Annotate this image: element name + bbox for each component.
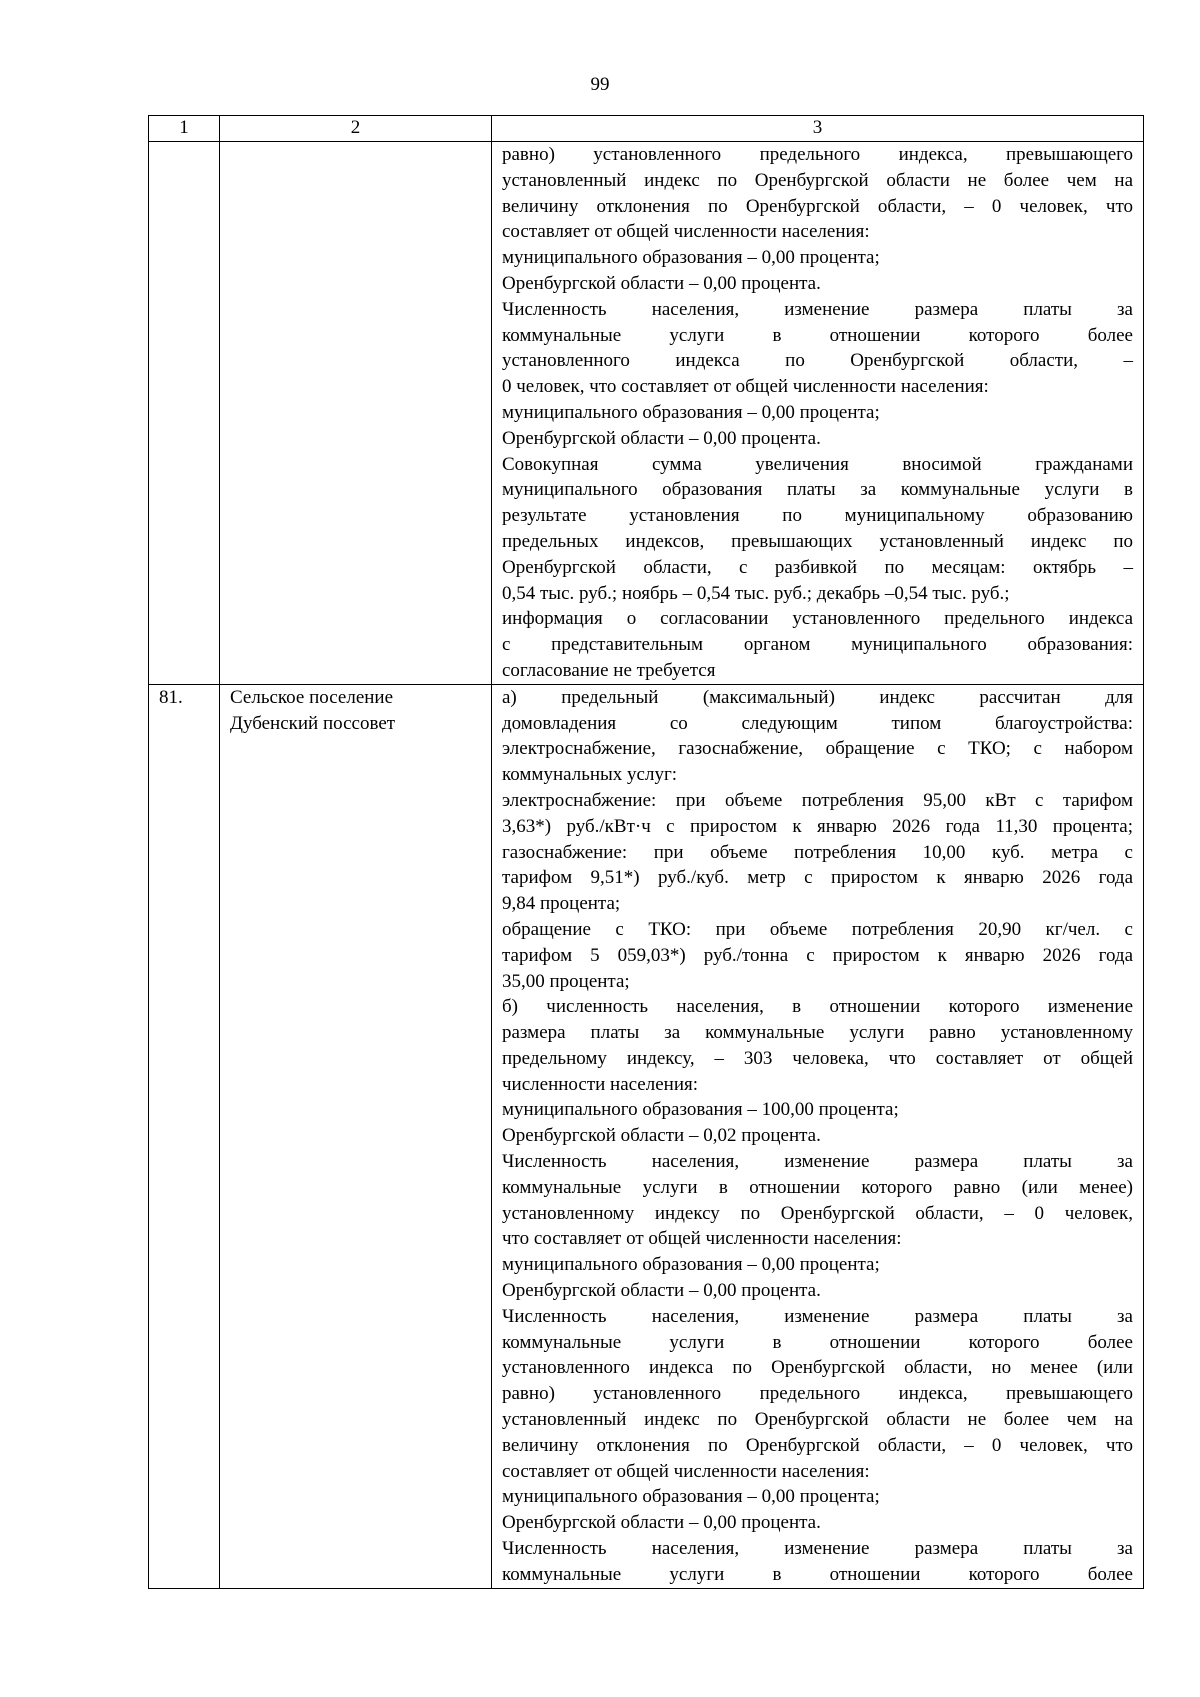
- text-line: коммунальные услуги в отношении которого более: [502, 1331, 1133, 1353]
- row-81-text-cell: [492, 684, 1144, 1588]
- text-line: 35,00 процента;: [502, 970, 630, 992]
- text-line: установленный индекс по Оренбургской области не более чем на: [502, 169, 1133, 191]
- row-number: 81.: [149, 684, 220, 1588]
- text-line: б) численность населения, в отношении которого изменение: [502, 996, 1133, 1018]
- text-line: составляет от общей численности населения:: [502, 1460, 870, 1482]
- text-line: электроснабжение: при объеме потребления 95,00 кВт с тарифом: [502, 789, 1133, 811]
- text-line: Численность населения, изменение размера платы за: [502, 1305, 1133, 1327]
- text-line: Совокупная сумма увеличения вносимой гражданами: [502, 453, 1133, 475]
- settlement-name-line-2: Дубенский поссовет: [230, 712, 396, 734]
- table-row-81: [149, 684, 1144, 1588]
- text-line: газоснабжение: при объеме потребления 10,00 куб. метра с: [502, 841, 1133, 863]
- continuation-number-cell: [149, 142, 220, 685]
- text-line: Оренбургской области – 0,00 процента.: [502, 1280, 821, 1302]
- text-line: равно) установленного предельного индекса, превышающего: [502, 1383, 1133, 1405]
- text-line: Оренбургской области – 0,02 процента.: [502, 1125, 821, 1147]
- page-number: 99: [590, 74, 610, 95]
- settlement-name-line-1: Сельское поселение: [230, 686, 394, 708]
- text-line: 3,63*) руб./кВт·ч с приростом к январю 2026 года 11,30 процента;: [502, 815, 1133, 837]
- text-line: 0,54 тыс. руб.; ноябрь – 0,54 тыс. руб.; декабрь –0,54 тыс. руб.;: [502, 582, 1010, 604]
- text-line: коммунальные услуги в отношении которого равно (или менее): [502, 1176, 1133, 1198]
- text-line: муниципального образования – 0,00 процента;: [502, 1486, 880, 1508]
- continuation-text-cell: [492, 142, 1144, 685]
- text-line: установленного индекса по Оренбургской области, но менее (или: [502, 1357, 1133, 1379]
- text-line: а) предельный (максимальный) индекс рассчитан для: [502, 686, 1133, 708]
- text-line: численности населения:: [502, 1073, 699, 1095]
- text-line: согласование не требуется: [502, 659, 716, 681]
- text-line: Численность населения, изменение размера платы за: [502, 298, 1133, 320]
- text-line: муниципального образования – 0,00 процента;: [502, 247, 880, 269]
- text-line: величину отклонения по Оренбургской области, – 0 человек, что: [502, 195, 1133, 217]
- text-line: 9,84 процента;: [502, 893, 621, 915]
- text-line: предельному индексу, – 303 человека, что составляет от общей: [502, 1047, 1133, 1069]
- text-line: коммунальные услуги в отношении которого более: [502, 324, 1133, 346]
- text-line: обращение с ТКО: при объеме потребления 20,90 кг/чел. с: [502, 918, 1133, 940]
- table-header-row: [149, 116, 1144, 142]
- text-line: что составляет от общей численности населения:: [502, 1228, 902, 1250]
- text-line: муниципального образования – 0,00 процента;: [502, 1254, 880, 1276]
- column-header-3: 3: [492, 116, 1144, 142]
- text-line: с представительным органом муниципального образования:: [502, 634, 1133, 656]
- text-line: установленному индексу по Оренбургской области, – 0 человек,: [502, 1202, 1133, 1224]
- text-line: установленного индекса по Оренбургской области, –: [502, 350, 1133, 372]
- column-header-2: 2: [220, 116, 492, 142]
- text-line: величину отклонения по Оренбургской области, – 0 человек, что: [502, 1434, 1133, 1456]
- text-line: информация о согласовании установленного предельного индекса: [502, 608, 1133, 630]
- settlement-name: [220, 684, 492, 1588]
- text-line: коммунальные услуги в отношении которого более: [502, 1563, 1133, 1585]
- text-line: электроснабжение, газоснабжение, обращение с ТКО; с набором: [502, 738, 1133, 760]
- text-line: 0 человек, что составляет от общей численности населения:: [502, 376, 989, 398]
- text-line: результате установления по муниципальному образованию: [502, 505, 1133, 527]
- indices-table: [148, 115, 1144, 1589]
- text-line: коммунальных услуг:: [502, 764, 678, 786]
- text-line: Численность населения, изменение размера платы за: [502, 1538, 1133, 1560]
- text-line: размера платы за коммунальные услуги равно установленному: [502, 1022, 1133, 1044]
- text-line: Оренбургской области, с разбивкой по месяцам: октябрь –: [502, 556, 1133, 578]
- text-line: предельных индексов, превышающих установленный индекс по: [502, 530, 1133, 552]
- text-line: равно) установленного предельного индекса, превышающего: [502, 144, 1133, 165]
- continuation-name-cell: [220, 142, 492, 685]
- text-line: установленный индекс по Оренбургской области не более чем на: [502, 1409, 1133, 1431]
- text-line: тарифом 5 059,03*) руб./тонна с приростом к январю 2026 года: [502, 944, 1133, 966]
- column-header-1: 1: [149, 116, 220, 142]
- text-line: домовладения со следующим типом благоустройства:: [502, 712, 1133, 734]
- text-line: муниципального образования – 100,00 процента;: [502, 1099, 899, 1121]
- table-row-continuation: [149, 142, 1144, 685]
- text-line: муниципального образования платы за коммунальные услуги в: [502, 479, 1133, 501]
- text-line: Оренбургской области – 0,00 процента.: [502, 1512, 821, 1534]
- text-line: Численность населения, изменение размера платы за: [502, 1151, 1133, 1173]
- text-line: Оренбургской области – 0,00 процента.: [502, 272, 821, 294]
- text-line: муниципального образования – 0,00 процента;: [502, 401, 880, 423]
- text-line: составляет от общей численности населения:: [502, 221, 870, 243]
- text-line: тарифом 9,51*) руб./куб. метр с приростом к январю 2026 года: [502, 867, 1133, 889]
- text-line: Оренбургской области – 0,00 процента.: [502, 427, 821, 449]
